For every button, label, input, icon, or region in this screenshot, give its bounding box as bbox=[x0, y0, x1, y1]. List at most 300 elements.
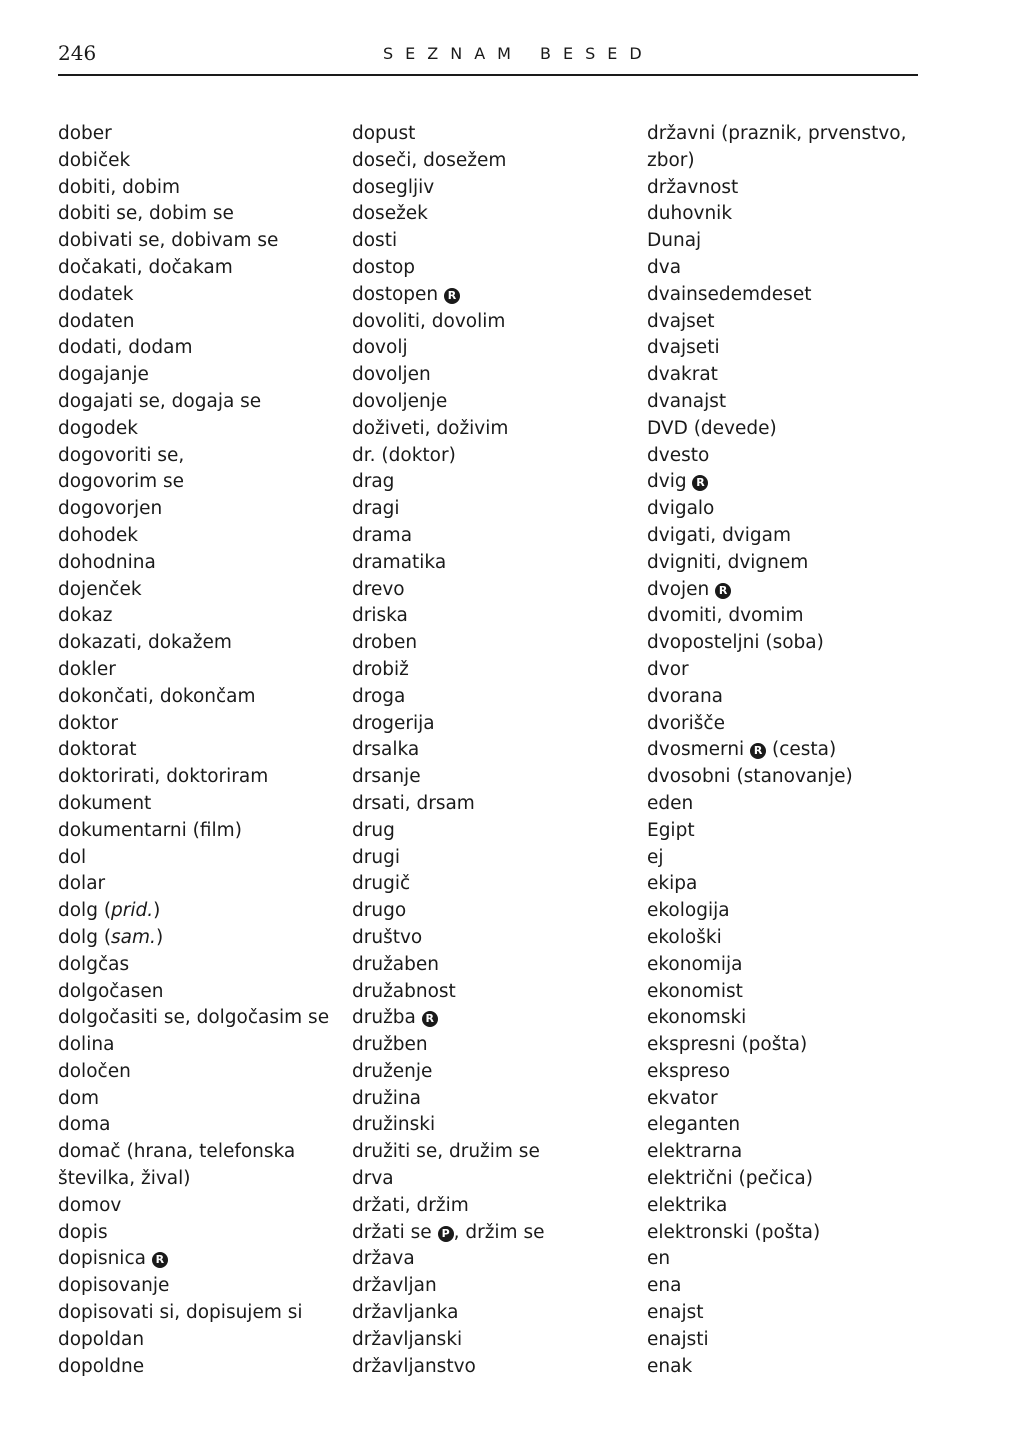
entry-text: dvigalo bbox=[647, 498, 715, 520]
entry-text: druženje bbox=[352, 1060, 433, 1082]
entry-text: dosti bbox=[352, 230, 398, 252]
entry-text: dvor bbox=[647, 658, 689, 680]
word-entry bbox=[58, 577, 348, 604]
word-entry bbox=[352, 496, 642, 523]
level-marker-icon: R bbox=[152, 1252, 168, 1268]
entry-text: državljanka bbox=[352, 1302, 459, 1324]
entry-text: državljanstvo bbox=[352, 1355, 476, 1377]
entry-text: društvo bbox=[352, 926, 423, 948]
entry-text: drsati, drsam bbox=[352, 792, 475, 814]
entry-text: državni (praznik, prvenstvo, bbox=[647, 123, 907, 144]
entry-text: družabnost bbox=[352, 980, 456, 1002]
entry-text: družiti se, družim se bbox=[352, 1141, 540, 1163]
word-entry bbox=[647, 416, 937, 443]
entry-text-suffix: , držim se bbox=[453, 1221, 545, 1243]
entry-text: enak bbox=[647, 1355, 693, 1377]
word-entry bbox=[352, 121, 642, 148]
entry-text: dovoliti, dovolim bbox=[352, 310, 506, 332]
entry-text: enajsti bbox=[647, 1328, 709, 1350]
entry-text: družben bbox=[352, 1034, 428, 1056]
word-entry bbox=[352, 1193, 642, 1220]
level-marker-icon: R bbox=[715, 583, 731, 599]
entry-text: državnost bbox=[647, 176, 739, 198]
entry-text: eleganten bbox=[647, 1114, 741, 1136]
word-entry bbox=[352, 443, 642, 470]
word-entry bbox=[352, 1354, 642, 1381]
word-entry bbox=[352, 1032, 642, 1059]
entry-text: dokazati, dokažem bbox=[58, 632, 232, 654]
entry-text: dvakrat bbox=[647, 364, 718, 386]
word-entry bbox=[58, 871, 348, 898]
entry-text: doseči, dosežem bbox=[352, 149, 507, 171]
word-entry bbox=[58, 1112, 348, 1139]
word-entry bbox=[647, 335, 937, 362]
entry-text: država bbox=[352, 1248, 415, 1270]
level-marker-icon: R bbox=[692, 475, 708, 491]
entry-text: dvorana bbox=[647, 685, 724, 707]
word-entry bbox=[647, 1059, 937, 1086]
entry-text: dostopen bbox=[352, 283, 439, 305]
word-entry bbox=[647, 255, 937, 282]
entry-text: dogovoriti se, bbox=[58, 444, 185, 466]
word-entry bbox=[58, 362, 348, 389]
word-entry bbox=[352, 523, 642, 550]
entry-text: dvomiti, dvomim bbox=[647, 605, 804, 627]
word-entry bbox=[58, 228, 348, 255]
entry-text: droga bbox=[352, 685, 406, 707]
entry-text: dvigati, dvigam bbox=[647, 524, 791, 546]
entry-text: dočakati, dočakam bbox=[58, 256, 233, 278]
word-entry bbox=[647, 282, 937, 309]
word-entry bbox=[58, 1354, 348, 1381]
word-entry bbox=[352, 282, 642, 309]
word-entry bbox=[647, 1273, 937, 1300]
entry-text: dvosobni (stanovanje) bbox=[647, 766, 853, 788]
entry-text: družba bbox=[352, 1007, 416, 1029]
word-entry bbox=[58, 496, 348, 523]
entry-text: dokaz bbox=[58, 605, 113, 627]
entry-text: dopust bbox=[352, 123, 416, 144]
entry-text: dodatek bbox=[58, 283, 134, 305]
entry-text: dvajseti bbox=[647, 337, 720, 359]
word-entry bbox=[352, 389, 642, 416]
entry-text: dokument bbox=[58, 792, 152, 814]
word-entry bbox=[58, 255, 348, 282]
entry-text: ekonomist bbox=[647, 980, 743, 1002]
word-entry bbox=[647, 201, 937, 228]
word-entry bbox=[647, 469, 937, 496]
word-entry bbox=[647, 443, 937, 470]
word-entry bbox=[352, 416, 642, 443]
word-entry bbox=[58, 925, 348, 952]
entry-text: dobivati se, dobivam se bbox=[58, 230, 279, 252]
entry-text: drama bbox=[352, 524, 413, 546]
word-entry bbox=[352, 1300, 642, 1327]
entry-text: dolgočasiti se, dolgočasim se bbox=[58, 1007, 330, 1029]
entry-text: dopisovati si, dopisujem si bbox=[58, 1302, 303, 1324]
word-entry bbox=[58, 764, 348, 791]
word-entry bbox=[647, 737, 937, 764]
entry-text: drugo bbox=[352, 900, 407, 922]
entry-text: domač (hrana, telefonska bbox=[58, 1141, 296, 1163]
word-entry bbox=[352, 362, 642, 389]
entry-text: dober bbox=[58, 123, 112, 144]
word-entry bbox=[352, 1059, 642, 1086]
word-entry bbox=[647, 871, 937, 898]
word-entry bbox=[58, 1032, 348, 1059]
word-entry bbox=[647, 1193, 937, 1220]
word-entry bbox=[58, 1220, 348, 1247]
entry-text: dodaten bbox=[58, 310, 135, 332]
entry-text-suffix: ) bbox=[153, 900, 161, 922]
entry-text: dol bbox=[58, 846, 87, 868]
entry-text: dosežek bbox=[352, 203, 428, 225]
word-entry bbox=[647, 496, 937, 523]
entry-text: dva bbox=[647, 256, 682, 278]
word-entry bbox=[647, 657, 937, 684]
entry-text: dogodek bbox=[58, 417, 138, 439]
page-header bbox=[58, 36, 918, 76]
word-entry bbox=[58, 1246, 348, 1273]
entry-text: dragi bbox=[352, 498, 400, 520]
entry-text: dohodek bbox=[58, 524, 138, 546]
entry-text: dogajati se, dogaja se bbox=[58, 390, 262, 412]
word-entry bbox=[647, 1032, 937, 1059]
entry-text: dramatika bbox=[352, 551, 447, 573]
word-entry bbox=[647, 898, 937, 925]
word-entry bbox=[352, 1086, 642, 1113]
word-entry bbox=[647, 228, 937, 255]
word-entry bbox=[58, 845, 348, 872]
entry-text: ekonomija bbox=[647, 953, 743, 975]
entry-text: ekspresni (pošta) bbox=[647, 1034, 808, 1056]
word-entry bbox=[352, 979, 642, 1006]
entry-text: elektronski (pošta) bbox=[647, 1221, 821, 1243]
entry-text: držati, držim bbox=[352, 1194, 469, 1216]
word-entry bbox=[58, 898, 348, 925]
entry-text: dvajset bbox=[647, 310, 715, 332]
word-entry bbox=[58, 1193, 348, 1220]
entry-text: določen bbox=[58, 1060, 131, 1082]
entry-grammar-note: prid. bbox=[111, 900, 154, 922]
entry-text: dvainsedemdeset bbox=[647, 283, 812, 305]
entry-text: duhovnik bbox=[647, 203, 733, 225]
entry-text: driska bbox=[352, 605, 408, 627]
word-entry bbox=[647, 523, 937, 550]
word-entry bbox=[352, 1139, 642, 1166]
entry-text: ena bbox=[647, 1275, 682, 1297]
entry-text-suffix: ) bbox=[155, 926, 164, 948]
word-entry bbox=[352, 871, 642, 898]
word-entry bbox=[352, 630, 642, 657]
word-entry bbox=[647, 309, 937, 336]
entry-text: ekologija bbox=[647, 900, 730, 922]
word-entry bbox=[58, 1300, 348, 1327]
word-entry bbox=[647, 979, 937, 1006]
word-entry bbox=[352, 175, 642, 202]
word-entry bbox=[58, 1327, 348, 1354]
word-entry bbox=[647, 550, 937, 577]
entry-text: dvojen bbox=[647, 578, 710, 600]
word-entry bbox=[352, 335, 642, 362]
entry-text: drobiž bbox=[352, 658, 409, 680]
entry-text: ej bbox=[647, 846, 664, 868]
entry-text: drsalka bbox=[352, 739, 420, 761]
word-list bbox=[58, 121, 938, 1391]
entry-text: dobiček bbox=[58, 149, 131, 171]
word-entry bbox=[58, 1005, 348, 1032]
entry-text: dopoldan bbox=[58, 1328, 145, 1350]
entry-text: dopoldne bbox=[58, 1355, 145, 1377]
entry-text: doktorirati, doktoriram bbox=[58, 766, 269, 788]
entry-text: enajst bbox=[647, 1302, 704, 1324]
entry-text: dolar bbox=[58, 873, 106, 895]
word-entry bbox=[352, 1166, 642, 1193]
word-entry bbox=[647, 603, 937, 630]
level-marker-icon: R bbox=[750, 743, 766, 759]
word-entry bbox=[58, 175, 348, 202]
entry-text: drva bbox=[352, 1168, 394, 1190]
word-entry bbox=[58, 443, 348, 470]
word-entry bbox=[647, 952, 937, 979]
entry-text: dopisovanje bbox=[58, 1275, 170, 1297]
word-entry bbox=[352, 711, 642, 738]
entry-text: drogerija bbox=[352, 712, 435, 734]
word-entry bbox=[58, 952, 348, 979]
entry-text: družinski bbox=[352, 1114, 436, 1136]
entry-text: dolgočasen bbox=[58, 980, 164, 1002]
word-entry bbox=[58, 121, 348, 148]
word-entry bbox=[352, 818, 642, 845]
entry-text: drsanje bbox=[352, 766, 421, 788]
entry-text: drevo bbox=[352, 578, 405, 600]
word-entry bbox=[352, 228, 642, 255]
word-entry bbox=[352, 764, 642, 791]
word-entry bbox=[647, 791, 937, 818]
word-entry bbox=[352, 845, 642, 872]
word-entry bbox=[647, 175, 937, 202]
entry-text: dostop bbox=[352, 256, 416, 278]
word-entry bbox=[58, 979, 348, 1006]
word-entry bbox=[352, 309, 642, 336]
entry-text: dogovorim se bbox=[58, 471, 185, 493]
word-entry bbox=[647, 362, 937, 389]
entry-text: dr. (doktor) bbox=[352, 444, 456, 466]
word-entry bbox=[647, 1166, 937, 1193]
word-entry bbox=[647, 818, 937, 845]
entry-text: dovolj bbox=[352, 337, 408, 359]
word-entry bbox=[647, 1220, 937, 1247]
word-column-3 bbox=[647, 121, 937, 1380]
entry-text: Dunaj bbox=[647, 230, 702, 252]
entry-text: drugi bbox=[352, 846, 400, 868]
level-marker-icon: R bbox=[422, 1011, 438, 1027]
entry-text: dovoljen bbox=[352, 364, 431, 386]
word-entry bbox=[352, 1273, 642, 1300]
word-entry bbox=[647, 684, 937, 711]
word-entry bbox=[58, 711, 348, 738]
word-entry bbox=[58, 282, 348, 309]
word-entry bbox=[352, 737, 642, 764]
entry-text: elektrarna bbox=[647, 1141, 743, 1163]
word-entry bbox=[647, 845, 937, 872]
word-entry bbox=[647, 577, 937, 604]
entry-text: električni (pečica) bbox=[647, 1168, 813, 1190]
entry-text: doma bbox=[58, 1114, 111, 1136]
entry-text: drugič bbox=[352, 873, 411, 895]
entry-text: ekvator bbox=[647, 1087, 718, 1109]
word-entry bbox=[647, 1354, 937, 1381]
entry-text: drag bbox=[352, 471, 395, 493]
word-entry bbox=[58, 791, 348, 818]
word-entry bbox=[352, 577, 642, 604]
word-entry bbox=[352, 1246, 642, 1273]
running-title: SEZNAM BESED bbox=[383, 44, 654, 63]
entry-text: dolg ( bbox=[58, 900, 112, 922]
entry-text: dopisnica bbox=[58, 1248, 146, 1270]
entry-text: ekspreso bbox=[647, 1060, 731, 1082]
word-entry bbox=[58, 657, 348, 684]
word-entry bbox=[352, 952, 642, 979]
entry-grammar-note: sam. bbox=[111, 926, 156, 948]
entry-text: dolina bbox=[58, 1034, 115, 1056]
word-entry bbox=[647, 1139, 937, 1166]
entry-text: dopis bbox=[58, 1221, 108, 1243]
word-entry bbox=[58, 416, 348, 443]
word-entry bbox=[352, 469, 642, 496]
word-entry bbox=[352, 201, 642, 228]
entry-text: drug bbox=[352, 819, 395, 841]
word-entry bbox=[58, 550, 348, 577]
word-entry bbox=[58, 1059, 348, 1086]
entry-text: domov bbox=[58, 1194, 122, 1216]
word-entry bbox=[647, 630, 937, 657]
word-entry bbox=[352, 255, 642, 282]
entry-text: ekipa bbox=[647, 873, 698, 895]
word-entry bbox=[58, 1273, 348, 1300]
entry-text: dom bbox=[58, 1087, 100, 1109]
word-entry bbox=[352, 148, 642, 175]
word-entry bbox=[647, 1112, 937, 1139]
entry-text: dvoposteljni (soba) bbox=[647, 632, 824, 654]
word-entry bbox=[647, 1327, 937, 1354]
entry-text: družina bbox=[352, 1087, 421, 1109]
entry-text: dolgčas bbox=[58, 953, 130, 975]
word-entry bbox=[647, 925, 937, 952]
word-entry bbox=[647, 121, 937, 148]
word-entry bbox=[58, 684, 348, 711]
word-entry bbox=[58, 1139, 348, 1166]
entry-text: zbor) bbox=[647, 149, 695, 171]
entry-text: dosegljiv bbox=[352, 176, 435, 198]
entry-text: en bbox=[647, 1248, 671, 1270]
word-column-1 bbox=[58, 121, 348, 1380]
word-entry bbox=[58, 148, 348, 175]
word-column-2 bbox=[352, 121, 642, 1380]
level-marker-icon: P bbox=[438, 1226, 454, 1242]
word-entry bbox=[58, 201, 348, 228]
entry-text: dojenček bbox=[58, 578, 142, 600]
entry-text: dokumentarni (film) bbox=[58, 819, 242, 841]
entry-text: državljanski bbox=[352, 1328, 463, 1350]
word-entry bbox=[647, 764, 937, 791]
entry-text: dvorišče bbox=[647, 712, 725, 734]
word-entry bbox=[647, 1246, 937, 1273]
entry-text: državljan bbox=[352, 1275, 437, 1297]
entry-text: dvanajst bbox=[647, 390, 727, 412]
entry-text: doktorat bbox=[58, 739, 137, 761]
entry-text: droben bbox=[352, 632, 418, 654]
word-entry bbox=[58, 335, 348, 362]
entry-text: družaben bbox=[352, 953, 439, 975]
word-entry bbox=[58, 389, 348, 416]
word-entry bbox=[352, 898, 642, 925]
entry-text: dovoljenje bbox=[352, 390, 448, 412]
word-entry bbox=[58, 1086, 348, 1113]
entry-text-suffix: (cesta) bbox=[766, 739, 837, 761]
entry-text: doživeti, doživim bbox=[352, 417, 509, 439]
word-entry bbox=[58, 1166, 348, 1193]
entry-text: držati se bbox=[352, 1221, 432, 1243]
word-entry bbox=[58, 603, 348, 630]
entry-text: doktor bbox=[58, 712, 118, 734]
entry-text: dolg ( bbox=[58, 926, 112, 948]
entry-text: dokončati, dokončam bbox=[58, 685, 256, 707]
word-entry bbox=[352, 550, 642, 577]
entry-text: dodati, dodam bbox=[58, 337, 193, 359]
page-number: 246 bbox=[58, 41, 97, 65]
entry-text: DVD (devede) bbox=[647, 417, 777, 439]
entry-text: dvesto bbox=[647, 444, 710, 466]
word-entry bbox=[352, 1112, 642, 1139]
entry-text: dobiti se, dobim se bbox=[58, 203, 234, 225]
word-entry bbox=[647, 389, 937, 416]
word-entry bbox=[647, 1300, 937, 1327]
word-entry bbox=[58, 630, 348, 657]
entry-text: ekonomski bbox=[647, 1007, 747, 1029]
entry-text: eden bbox=[647, 792, 694, 814]
word-entry bbox=[352, 925, 642, 952]
word-entry bbox=[352, 657, 642, 684]
entry-text: dokler bbox=[58, 658, 116, 680]
entry-text: dvigniti, dvignem bbox=[647, 551, 809, 573]
word-entry bbox=[352, 791, 642, 818]
level-marker-icon: R bbox=[444, 288, 460, 304]
word-entry bbox=[352, 603, 642, 630]
word-entry bbox=[352, 1327, 642, 1354]
entry-text: dvig bbox=[647, 471, 687, 493]
word-entry bbox=[647, 148, 937, 175]
entry-text: ekološki bbox=[647, 926, 722, 948]
word-entry bbox=[647, 1005, 937, 1032]
word-entry bbox=[352, 1220, 642, 1247]
word-entry bbox=[58, 737, 348, 764]
word-entry bbox=[58, 469, 348, 496]
word-entry bbox=[352, 684, 642, 711]
entry-text: številka, žival) bbox=[58, 1168, 191, 1190]
word-entry bbox=[58, 309, 348, 336]
word-entry bbox=[58, 818, 348, 845]
word-entry bbox=[352, 1005, 642, 1032]
entry-text: dobiti, dobim bbox=[58, 176, 181, 198]
entry-text: dogajanje bbox=[58, 364, 149, 386]
word-entry bbox=[58, 523, 348, 550]
entry-text: elektrika bbox=[647, 1194, 728, 1216]
entry-text: dohodnina bbox=[58, 551, 156, 573]
entry-text: dogovorjen bbox=[58, 498, 163, 520]
word-entry bbox=[647, 1086, 937, 1113]
entry-text: dvosmerni bbox=[647, 739, 745, 761]
